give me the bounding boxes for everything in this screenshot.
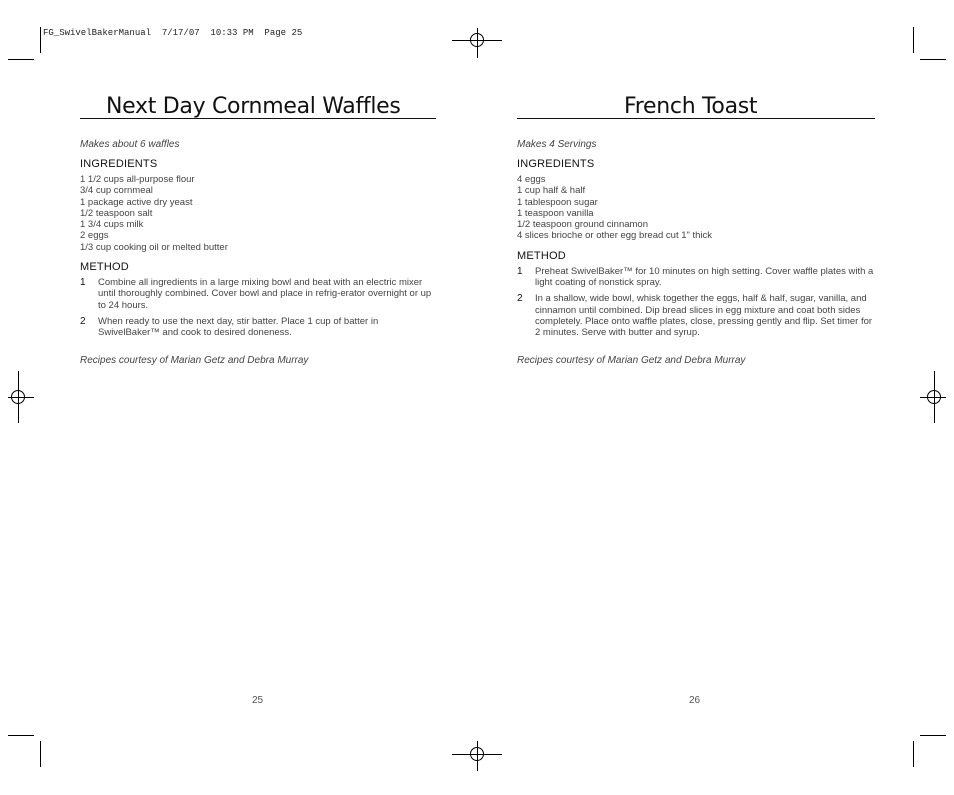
ingredient-item: 4 slices brioche or other egg bread cut 1" thick <box>517 230 713 242</box>
method-step <box>517 293 877 338</box>
recipe-credit: Recipes courtesy of Marian Getz and Debra Murray <box>517 354 746 366</box>
recipe-title: Next Day Cornmeal Waffles <box>106 94 401 119</box>
ingredient-item: 1 3/4 cups milk <box>80 219 144 231</box>
ingredient-item: 1 tablespoon sugar <box>517 196 598 208</box>
ingredient-item: 1/2 teaspoon salt <box>80 207 153 219</box>
ingredients-heading: INGREDIENTS <box>80 158 158 170</box>
method-heading: METHOD <box>80 261 129 274</box>
ingredient-item: 1 teaspoon vanilla <box>517 207 594 219</box>
method-steps <box>80 277 440 338</box>
ingredients-heading: INGREDIENTS <box>517 158 595 170</box>
recipe-yield: Makes about 6 waffles <box>80 139 180 150</box>
step-text: Preheat SwivelBaker™ for 10 minutes on high setting. Cover waffle plates with a light coating of nonstick spray. <box>535 265 874 289</box>
step-number: 1 <box>517 265 523 277</box>
method-step <box>80 316 440 339</box>
recipe-yield: Makes 4 Servings <box>517 139 597 150</box>
ingredient-item: 2 eggs <box>80 230 109 242</box>
ingredients-list <box>80 174 440 253</box>
ingredient-item: 1 1/2 cups all-purpose flour <box>80 174 195 185</box>
method-step <box>517 266 877 289</box>
method-steps <box>517 266 877 339</box>
ingredient-item: 1/2 teaspoon ground cinnamon <box>517 219 648 231</box>
left-page <box>80 92 440 366</box>
page-number-left: 25 <box>252 695 264 706</box>
right-page <box>517 92 877 366</box>
print-slug: FG_SwivelBakerManual 7/17/07 10:33 PM Page 25 <box>43 28 303 38</box>
step-text: When ready to use the next day, stir batter. Place 1 cup of batter in SwivelBaker™ and cook to desired doneness. <box>98 315 379 339</box>
step-text: Combine all ingredients in a large mixing bowl and beat with an electric mixer until thoroughly combined. Cover bowl and place in refrig-erator overnight or up to 24 hours. <box>98 277 432 311</box>
page-number-right: 26 <box>689 695 701 706</box>
ingredients-list <box>517 174 877 242</box>
ingredient-item: 1 cup half & half <box>517 185 586 197</box>
step-text: In a shallow, wide bowl, whisk together the eggs, half & half, sugar, vanilla, and cinnamon until combined. Dip bread slices in egg mixture and coat both sides completely. Place onto waffle plates, close, pressing gently and flip. Set timer for 2 minutes. Serve with butter and syrup. <box>535 293 873 339</box>
recipe-credit: Recipes courtesy of Marian Getz and Debra Murray <box>80 354 309 366</box>
step-number: 2 <box>80 315 86 327</box>
method-step <box>80 277 440 311</box>
ingredient-item: 1/3 cup cooking oil or melted butter <box>80 241 228 253</box>
step-number: 2 <box>517 293 523 305</box>
method-heading: METHOD <box>517 249 566 262</box>
recipe-title: French Toast <box>624 94 758 119</box>
ingredient-item: 1 package active dry yeast <box>80 196 193 208</box>
step-number: 1 <box>80 277 86 289</box>
ingredient-item: 3/4 cup cornmeal <box>80 185 153 197</box>
ingredient-item: 4 eggs <box>517 174 546 185</box>
